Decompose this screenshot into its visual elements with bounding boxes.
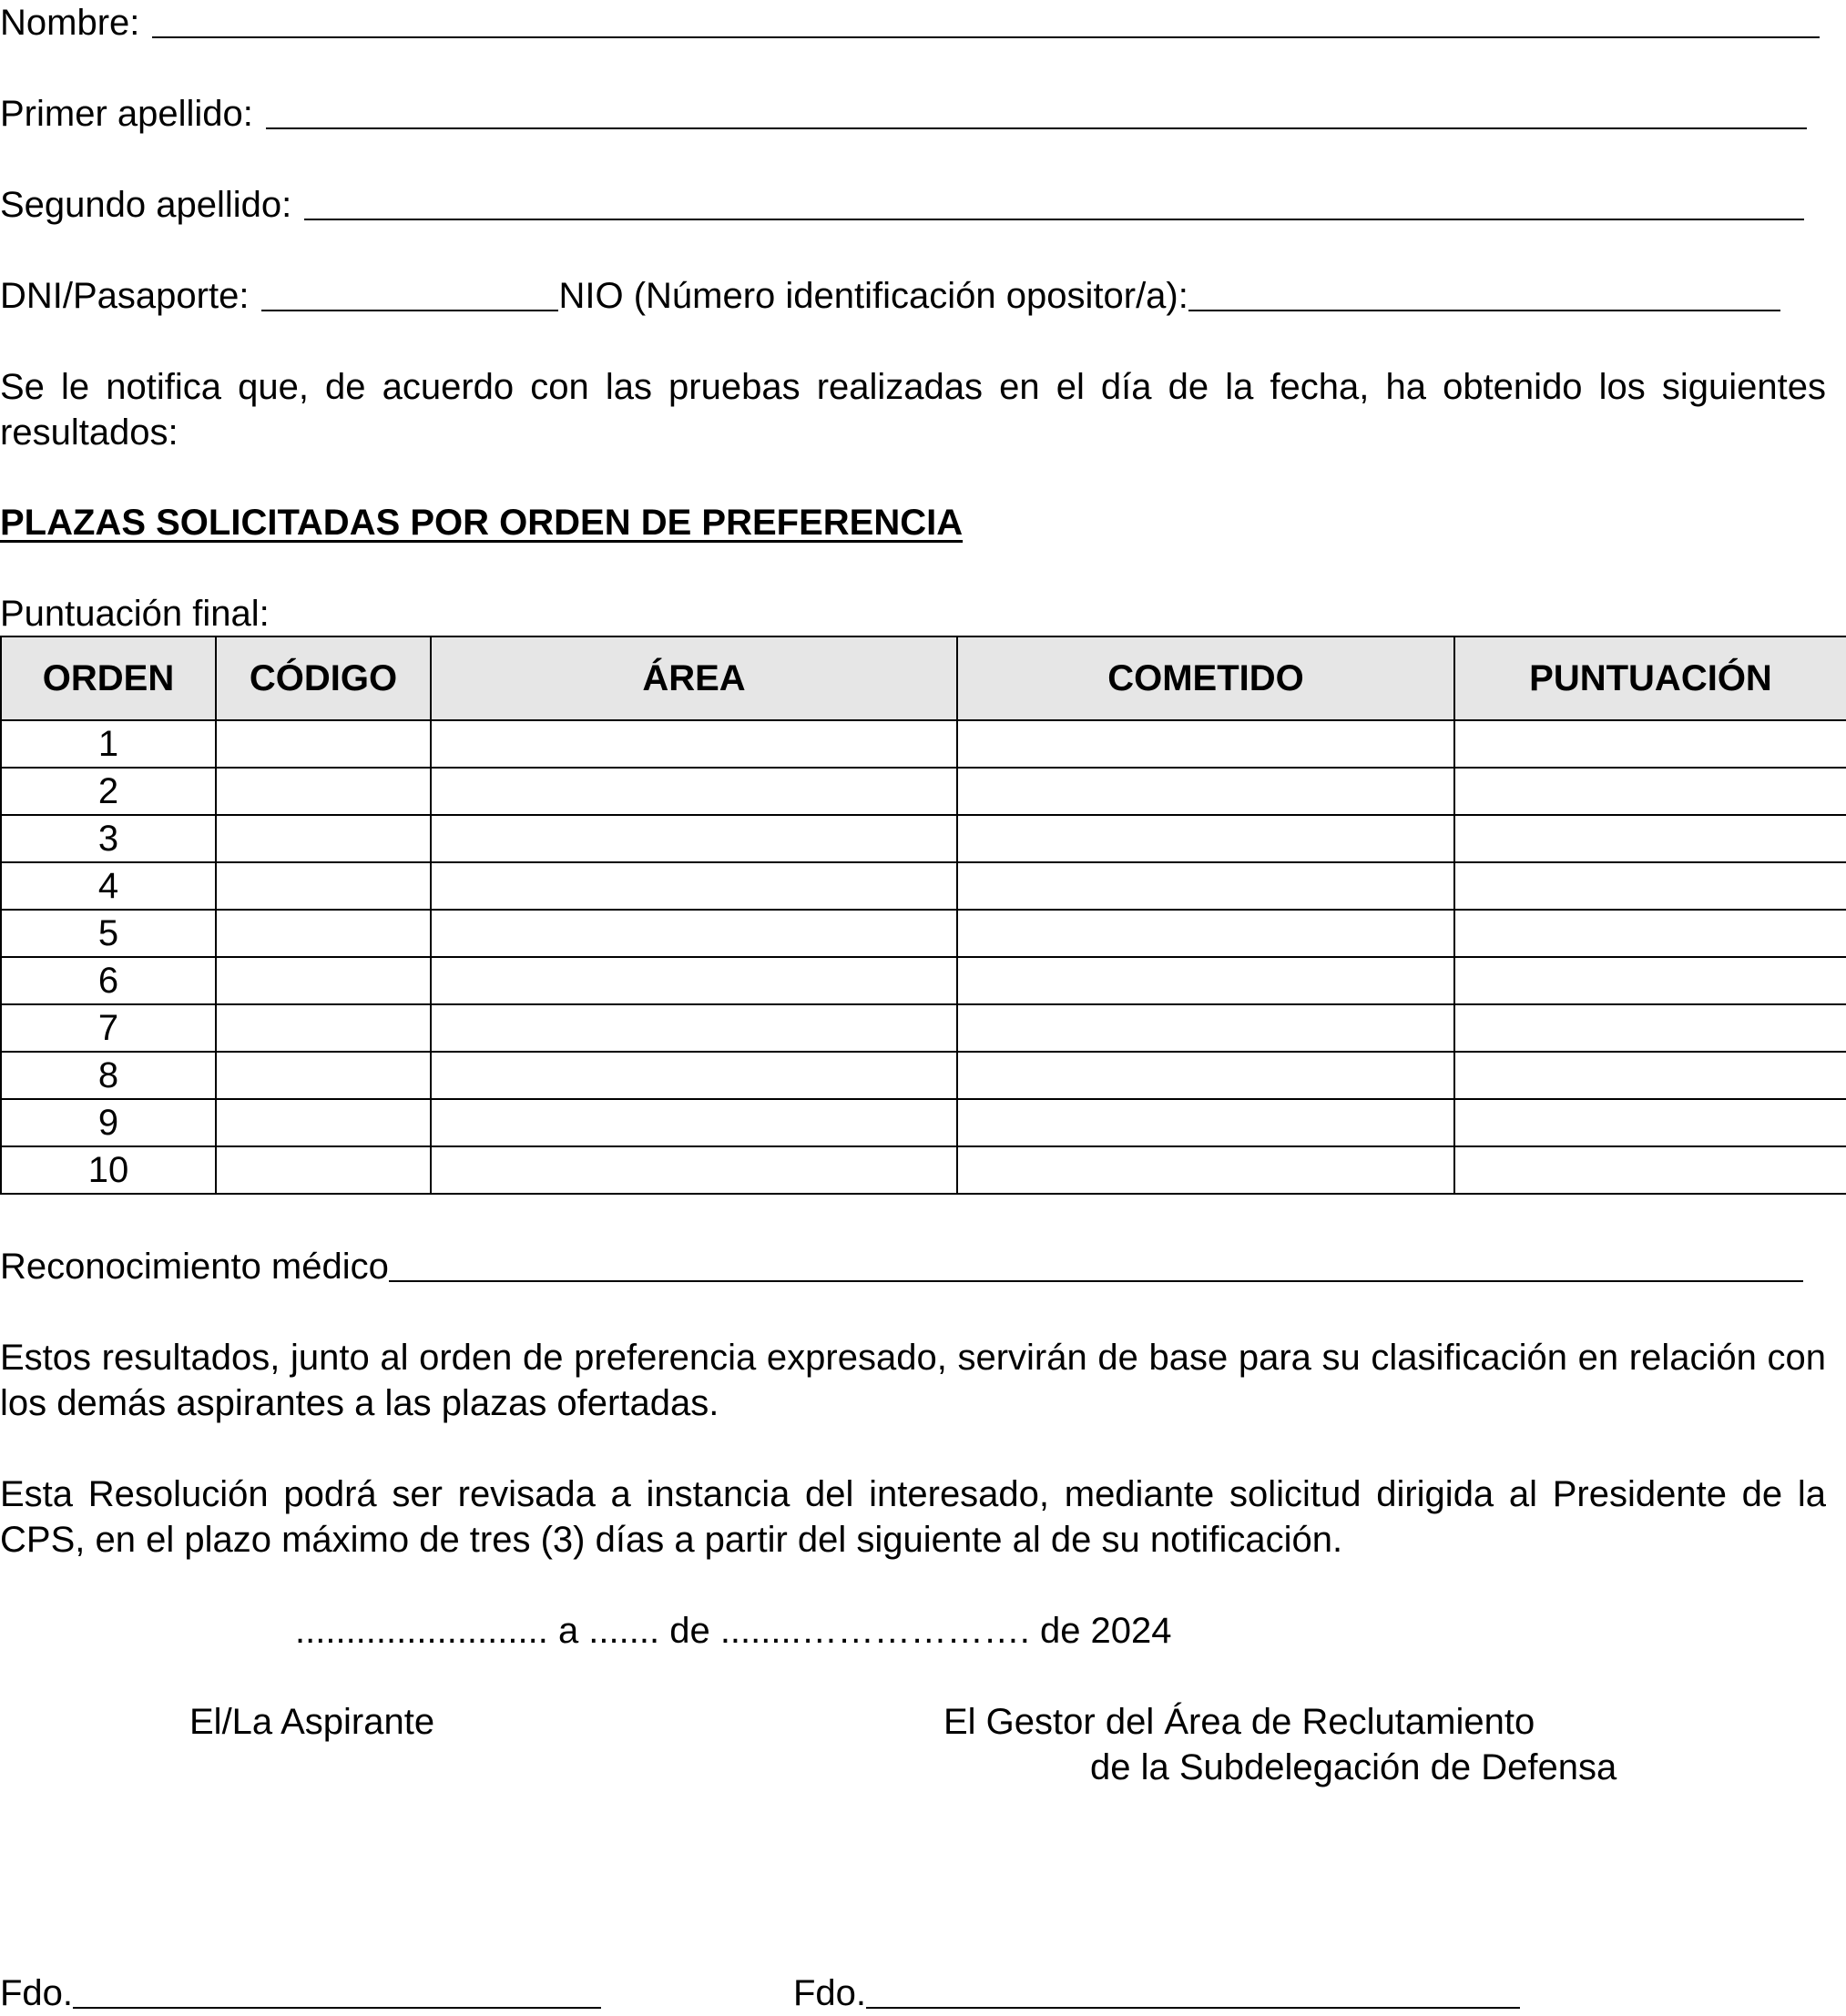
orden-cell: 7 (1, 1004, 216, 1052)
manager-signature-blank[interactable] (866, 1972, 1520, 2009)
codigo-cell[interactable] (216, 1099, 431, 1146)
header-cometido: COMETIDO (957, 636, 1454, 720)
cometido-cell[interactable] (957, 1099, 1454, 1146)
puntuacion-cell[interactable] (1454, 910, 1846, 957)
nombre-blank[interactable] (152, 2, 1820, 38)
nio-blank[interactable] (1188, 275, 1780, 311)
table-row (1, 720, 1846, 768)
table-row (1, 1099, 1846, 1146)
cometido-cell[interactable] (957, 1146, 1454, 1194)
manager-signature-row (793, 1970, 1520, 2016)
orden-cell: 4 (1, 862, 216, 910)
codigo-cell[interactable] (216, 815, 431, 862)
aspirant-signature-blank[interactable] (73, 1972, 601, 2009)
cometido-cell[interactable] (957, 957, 1454, 1004)
orden-cell: 10 (1, 1146, 216, 1194)
orden-cell: 1 (1, 720, 216, 768)
cometido-cell[interactable] (957, 1052, 1454, 1099)
puntuacion-cell[interactable] (1454, 957, 1846, 1004)
cometido-cell[interactable] (957, 768, 1454, 815)
medical-label: Reconocimiento médico (0, 1247, 389, 1287)
area-cell[interactable] (431, 720, 957, 768)
table-row (1, 957, 1846, 1004)
orden-cell: 2 (1, 768, 216, 815)
puntuacion-cell[interactable] (1454, 720, 1846, 768)
segundo-apellido-row (0, 182, 1804, 228)
orden-cell: 6 (1, 957, 216, 1004)
aspirant-signature-row (0, 1970, 601, 2016)
cometido-cell[interactable] (957, 862, 1454, 910)
cometido-cell[interactable] (957, 815, 1454, 862)
dni-label: DNI/Pasaporte: (0, 276, 250, 316)
table-row (1, 910, 1846, 957)
table-row (1, 862, 1846, 910)
segundo-apellido-label: Segundo apellido: (0, 185, 292, 225)
area-cell[interactable] (431, 768, 957, 815)
header-orden: ORDEN (1, 636, 216, 720)
nio-label: NIO (Número identificación opositor/a): (558, 276, 1188, 316)
primer-apellido-row (0, 91, 1807, 137)
notice-paragraph: Se le notifica que, de acuerdo con las pruebas realizadas en el día de la fecha, ha obtenido los siguientes resultados: (0, 367, 1826, 453)
dni-nio-row (0, 273, 1780, 319)
medical-row (0, 1244, 1803, 1289)
header-area: ÁREA (431, 636, 957, 720)
nombre-label: Nombre: (0, 3, 140, 43)
table-row (1, 768, 1846, 815)
orden-cell: 9 (1, 1099, 216, 1146)
codigo-cell[interactable] (216, 957, 431, 1004)
puntuacion-cell[interactable] (1454, 1004, 1846, 1052)
puntuacion-cell[interactable] (1454, 1052, 1846, 1099)
area-cell[interactable] (431, 815, 957, 862)
codigo-cell[interactable] (216, 768, 431, 815)
codigo-cell[interactable] (216, 720, 431, 768)
nombre-row (0, 0, 1820, 46)
table-row (1, 1004, 1846, 1052)
score-label: Puntuación final: (0, 594, 270, 634)
segundo-apellido-blank[interactable] (304, 184, 1804, 220)
puntuacion-cell[interactable] (1454, 1146, 1846, 1194)
table-row (1, 815, 1846, 862)
preferences-table (0, 636, 1846, 1195)
manager-signature-subtitle: de la Subdelegación de Defensa (1090, 1747, 1617, 1787)
results-paragraph: Estos resultados, junto al orden de preferencia expresado, servirán de base para su clasificación en relación con los demás aspirantes a las plazas ofertadas. (0, 1338, 1826, 1423)
header-puntuacion: PUNTUACIÓN (1454, 636, 1846, 720)
codigo-cell[interactable] (216, 1146, 431, 1194)
area-cell[interactable] (431, 1004, 957, 1052)
signed-right-label: Fdo. (793, 1973, 867, 2013)
codigo-cell[interactable] (216, 1052, 431, 1099)
codigo-cell[interactable] (216, 1004, 431, 1052)
section-heading: PLAZAS SOLICITADAS POR ORDEN DE PREFERENCIA (0, 503, 964, 543)
review-paragraph: Esta Resolución podrá ser revisada a instancia del interesado, mediante solicitud dirigida al Presidente de la CPS, en el plazo máximo de tres (3) días a partir del siguiente al de su notificación. (0, 1474, 1826, 1560)
dni-blank[interactable] (261, 275, 558, 311)
header-codigo: CÓDIGO (216, 636, 431, 720)
area-cell[interactable] (431, 862, 957, 910)
cometido-cell[interactable] (957, 1004, 1454, 1052)
primer-apellido-label: Primer apellido: (0, 94, 253, 134)
area-cell[interactable] (431, 957, 957, 1004)
puntuacion-cell[interactable] (1454, 815, 1846, 862)
medical-blank[interactable] (389, 1246, 1803, 1282)
date-line[interactable]: ......................... a ....... de ........………………. de 2024 (295, 1611, 1172, 1651)
area-cell[interactable] (431, 910, 957, 957)
manager-signature-title: El Gestor del Área de Reclutamiento (943, 1702, 1535, 1742)
cometido-cell[interactable] (957, 720, 1454, 768)
codigo-cell[interactable] (216, 862, 431, 910)
orden-cell: 8 (1, 1052, 216, 1099)
aspirant-signature-title: El/La Aspirante (189, 1702, 435, 1742)
orden-cell: 5 (1, 910, 216, 957)
area-cell[interactable] (431, 1099, 957, 1146)
puntuacion-cell[interactable] (1454, 768, 1846, 815)
signed-left-label: Fdo. (0, 1973, 74, 2013)
primer-apellido-blank[interactable] (266, 93, 1807, 129)
cometido-cell[interactable] (957, 910, 1454, 957)
puntuacion-cell[interactable] (1454, 862, 1846, 910)
codigo-cell[interactable] (216, 910, 431, 957)
orden-cell: 3 (1, 815, 216, 862)
table-row (1, 1052, 1846, 1099)
area-cell[interactable] (431, 1052, 957, 1099)
table-row (1, 1146, 1846, 1194)
table-header-row (1, 636, 1846, 720)
area-cell[interactable] (431, 1146, 957, 1194)
puntuacion-cell[interactable] (1454, 1099, 1846, 1146)
